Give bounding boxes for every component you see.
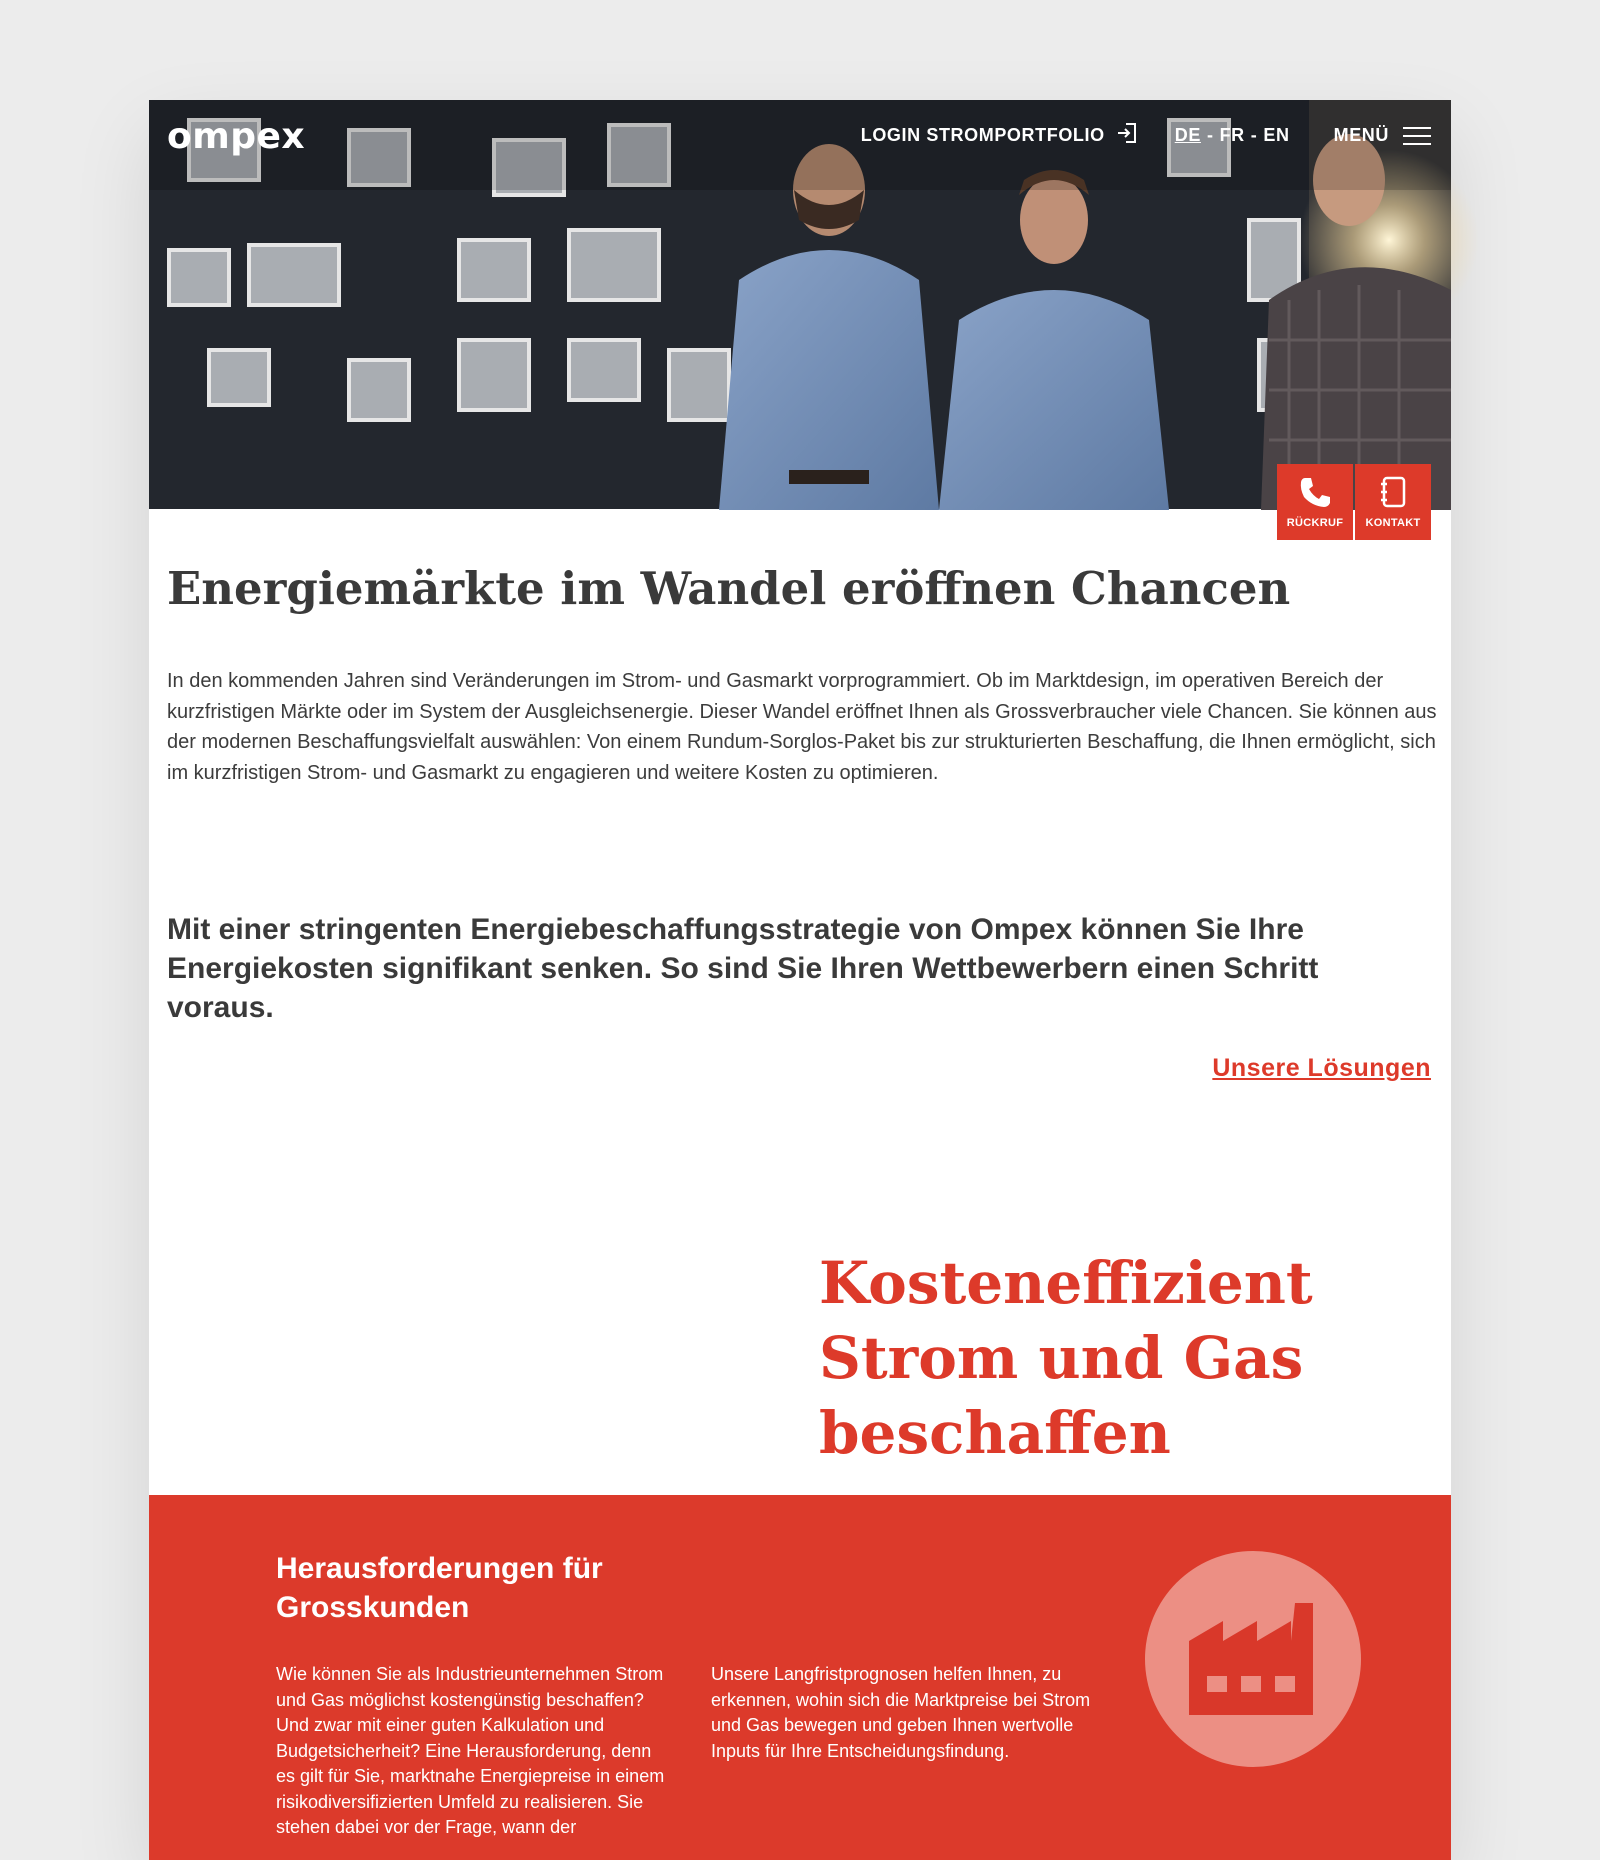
intro-paragraph: In den kommenden Jahren sind Veränderungen im Strom- und Gasmarkt vorprogrammiert. Ob im Marktdesign, im operativen Bereich der kurzfristigen Märkte oder im System der Ausgleichsenergie. Dieser Wandel eröffnet Ihnen als Grossverbraucher viele Chancen. Sie können aus der modernen Beschaffungsvielfalt auswählen: Von einem Rundum-Sorglos-Paket bis zur strukturierten Beschaffung, die Ihnen ermöglicht, sich im kurzfristigen Strom- und Gasmarkt zu engagieren und weitere Kosten zu optimieren. (167, 670, 1437, 784)
phone-icon (1298, 475, 1332, 509)
hamburger-icon (1403, 127, 1431, 145)
login-stromportfolio-link[interactable] (861, 122, 1137, 149)
challenges-column-1: Wie können Sie als Industrieunternehmen Strom und Gas möglichst kostengünstig beschaffen? Und zwar mit einer guten Kalkulation und Budgetsicherheit? Eine Herausforderung, denn es gilt für Sie, marktnahe Energiepreise in einem risikodiversifizierten Umfeld zu realisieren. Sie stehen dabei vor der Frage, wann der (276, 1664, 665, 1837)
strategy-statement: Mit einer stringenten Energiebeschaffungsstrategie von Ompex können Sie Ihre Energiekosten signifikant senken. So sind Sie Ihren Wettbewerbern einen Schritt voraus. (167, 913, 1319, 1024)
login-icon (1117, 122, 1137, 149)
menu-label: MENÜ (1333, 125, 1389, 145)
lang-de[interactable]: DE (1174, 125, 1201, 145)
quick-actions (1277, 464, 1431, 540)
callback-button[interactable] (1277, 464, 1353, 540)
language-switcher (1175, 125, 1290, 146)
factory-icon (1145, 1551, 1361, 1767)
challenges-section (149, 1495, 1451, 1860)
menu-button[interactable] (1334, 125, 1431, 146)
hero-photo (149, 100, 1451, 509)
lang-fr[interactable]: FR (1219, 125, 1245, 145)
login-label: LOGIN STROMPORTFOLIO (860, 125, 1105, 145)
page-title: Energiemärkte im Wandel eröffnen Chancen (167, 562, 1291, 615)
challenges-column-2: Unsere Langfristprognosen helfen Ihnen, zu erkennen, wohin sich die Marktpreise bei Strom und Gas bewegen und geben Ihnen wertvolle Inputs für Ihre Entscheidungsfindung. (711, 1664, 1091, 1761)
section-heading: Kosteneffizient Strom und Gas beschaffen (819, 1249, 1313, 1467)
browser-frame (149, 100, 1451, 1860)
hero-image (149, 100, 1451, 529)
address-book-icon (1376, 475, 1410, 509)
our-solutions-link[interactable]: Unsere Lösungen (1212, 1054, 1431, 1082)
top-navigation (861, 122, 1431, 149)
lang-separator: - (1206, 125, 1214, 145)
challenges-title: Herausforderungen für Grosskunden (276, 1552, 603, 1624)
logo[interactable]: ompex (167, 116, 306, 157)
lang-separator: - (1250, 125, 1258, 145)
callback-label: RÜCKRUF (1286, 517, 1344, 529)
contact-label: KONTAKT (1365, 517, 1421, 529)
lang-en[interactable]: EN (1263, 125, 1290, 145)
contact-button[interactable] (1355, 464, 1431, 540)
